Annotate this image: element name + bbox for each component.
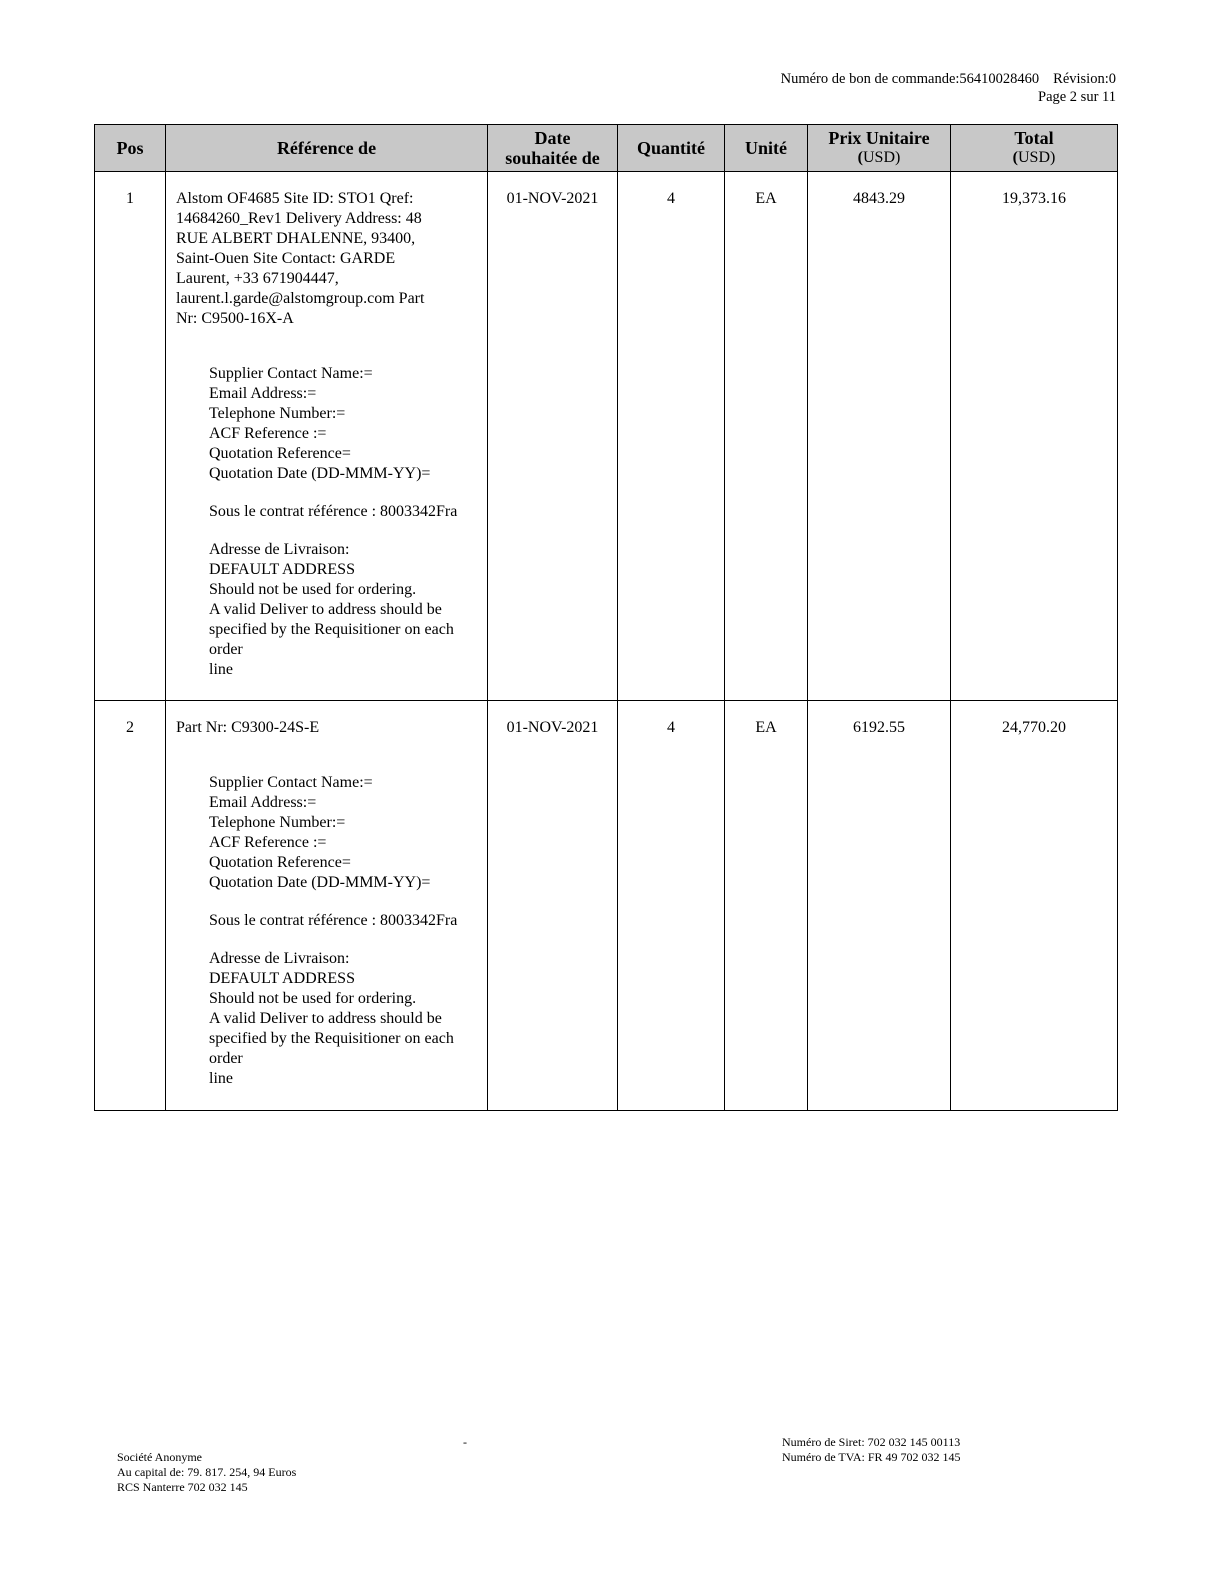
header-date-line2: souhaitée de — [505, 148, 600, 168]
supplier-line: ACF Reference := — [209, 834, 327, 851]
address-line: Should not be used for ordering. — [209, 990, 417, 1007]
cell-pos: 2 — [95, 701, 166, 1111]
supplier-line: ACF Reference := — [209, 425, 327, 442]
description-line: laurent.l.garde@alstomgroup.com Part — [176, 290, 425, 307]
footer-registration-info — [782, 1435, 961, 1465]
contract-reference: Sous le contrat référence : 8003342Fra — [209, 503, 458, 520]
cell-total: 19,373.16 — [951, 172, 1118, 701]
header-unit-price — [808, 125, 951, 172]
cell-reference — [166, 701, 488, 1111]
footer-company-info — [117, 1450, 296, 1495]
cell-unit-price: 4843.29 — [808, 172, 951, 701]
footer-dash: - — [463, 1435, 467, 1449]
header-unit-price-currency: (USD) — [857, 149, 901, 166]
header-unit-price-label: Prix Unitaire — [828, 128, 930, 148]
tva-number: Numéro de TVA: FR 49 702 032 145 — [782, 1450, 961, 1464]
address-line: line — [209, 1070, 233, 1087]
supplier-line: Supplier Contact Name:= — [209, 774, 373, 791]
supplier-line: Quotation Date (DD-MMM-YY)= — [209, 465, 431, 482]
description-line: Saint-Ouen Site Contact: GARDE — [176, 250, 396, 267]
supplier-line: Quotation Reference= — [209, 854, 351, 871]
page-number: Page 2 sur 11 — [1038, 89, 1116, 105]
address-line: DEFAULT ADDRESS — [209, 561, 355, 578]
address-line: specified by the Requisitioner on each order — [209, 621, 454, 658]
supplier-line: Supplier Contact Name:= — [209, 365, 373, 382]
description-line: Part Nr: C9300-24S-E — [176, 719, 320, 736]
header-total-currency: (USD) — [1012, 149, 1056, 166]
cell-quantity: 4 — [618, 172, 725, 701]
address-line: A valid Deliver to address should be — [209, 1010, 442, 1027]
cell-date: 01-NOV-2021 — [488, 172, 618, 701]
header-unit: Unité — [725, 125, 808, 172]
supplier-info — [176, 364, 479, 484]
table-row — [95, 701, 1118, 1111]
address-line: specified by the Requisitioner on each order — [209, 1030, 454, 1067]
table-header-row — [95, 125, 1118, 172]
header-total — [951, 125, 1118, 172]
description-line: 14684260_Rev1 Delivery Address: 48 — [176, 210, 422, 227]
header-date — [488, 125, 618, 172]
address-line: A valid Deliver to address should be — [209, 601, 442, 618]
cell-pos: 1 — [95, 172, 166, 701]
header-total-label: Total — [1014, 128, 1054, 148]
header-date-line1: Date — [534, 128, 571, 148]
delivery-address — [176, 540, 479, 680]
company-capital: Au capital de: 79. 817. 254, 94 Euros — [117, 1465, 297, 1479]
header-quantity: Quantité — [618, 125, 725, 172]
header-reference: Référence de — [166, 125, 488, 172]
description-line: Laurent, +33 671904447, — [176, 270, 339, 287]
contract-reference: Sous le contrat référence : 8003342Fra — [209, 912, 458, 929]
order-number: Numéro de bon de commande:56410028460 — [780, 71, 1040, 87]
description-line: Alstom OF4685 Site ID: STO1 Qref: — [176, 190, 414, 207]
address-line: Adresse de Livraison: — [209, 950, 350, 967]
document-header — [781, 70, 1116, 106]
cell-total: 24,770.20 — [951, 701, 1118, 1111]
cell-quantity: 4 — [618, 701, 725, 1111]
supplier-line: Telephone Number:= — [209, 405, 346, 422]
company-type: Société Anonyme — [117, 1450, 202, 1464]
description-line: Nr: C9500-16X-A — [176, 310, 294, 327]
siret-number: Numéro de Siret: 702 032 145 00113 — [782, 1435, 961, 1449]
item-description — [176, 189, 479, 329]
table-row — [95, 172, 1118, 701]
address-line: Adresse de Livraison: — [209, 541, 350, 558]
supplier-line: Telephone Number:= — [209, 814, 346, 831]
supplier-line: Email Address:= — [209, 794, 317, 811]
supplier-line: Quotation Date (DD-MMM-YY)= — [209, 874, 431, 891]
supplier-info — [176, 773, 479, 893]
supplier-line: Email Address:= — [209, 385, 317, 402]
address-line: Should not be used for ordering. — [209, 581, 417, 598]
order-line — [781, 70, 1116, 88]
address-line: line — [209, 661, 233, 678]
address-line: DEFAULT ADDRESS — [209, 970, 355, 987]
cell-unit: EA — [725, 701, 808, 1111]
delivery-address — [176, 949, 479, 1089]
company-rcs: RCS Nanterre 702 032 145 — [117, 1480, 248, 1494]
cell-reference — [166, 172, 488, 701]
order-lines-table — [94, 124, 1118, 1111]
item-description — [176, 718, 479, 738]
description-line: RUE ALBERT DHALENNE, 93400, — [176, 230, 416, 247]
supplier-line: Quotation Reference= — [209, 445, 351, 462]
cell-date: 01-NOV-2021 — [488, 701, 618, 1111]
cell-unit: EA — [725, 172, 808, 701]
header-pos: Pos — [95, 125, 166, 172]
revision: Révision:0 — [1053, 71, 1116, 87]
cell-unit-price: 6192.55 — [808, 701, 951, 1111]
